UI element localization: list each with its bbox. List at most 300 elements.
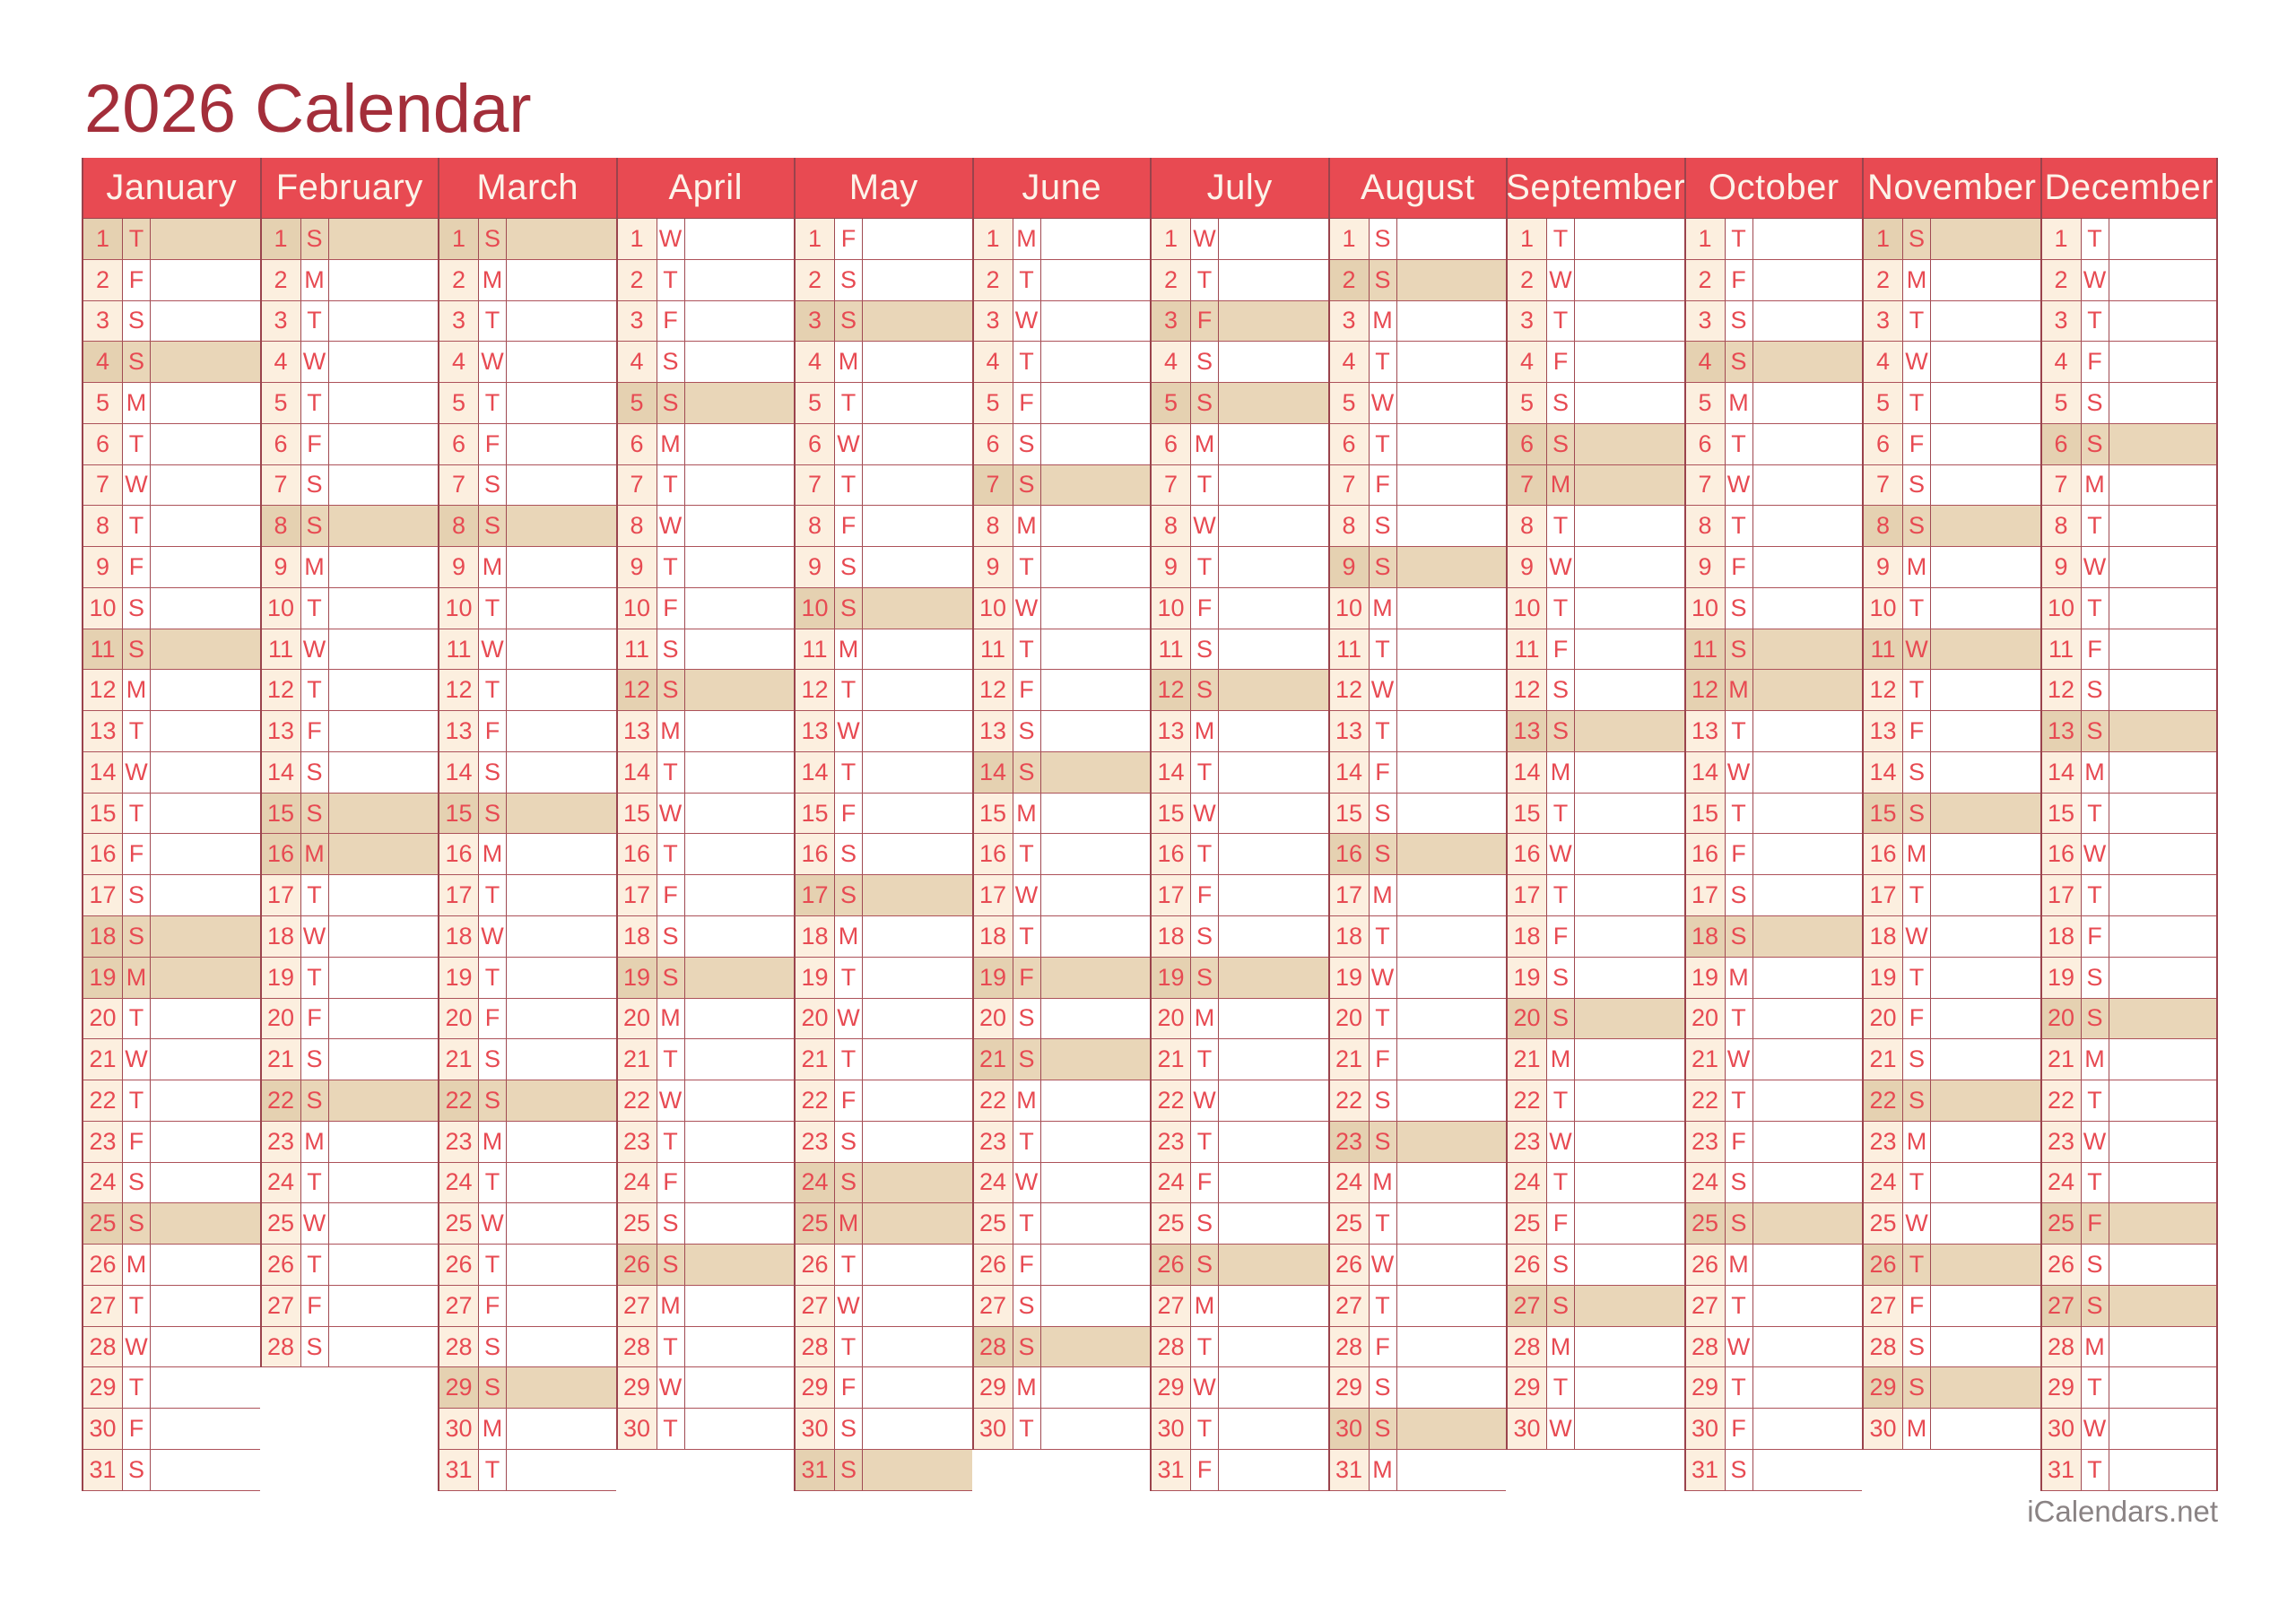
day-row: [1508, 670, 1684, 711]
day-note: [863, 506, 972, 546]
day-number: 26: [1330, 1245, 1370, 1285]
day-row: [974, 260, 1151, 301]
day-row: [1330, 1163, 1507, 1204]
day-number: 14: [1864, 752, 1903, 793]
day-number: 27: [974, 1286, 1013, 1326]
day-row: [1686, 958, 1863, 999]
day-note: [1753, 1327, 1863, 1367]
day-letter: T: [301, 1163, 329, 1203]
day-letter: S: [835, 588, 863, 629]
day-note: [863, 1327, 972, 1367]
day-number: 4: [1686, 342, 1726, 382]
day-number: 18: [1330, 916, 1370, 957]
day-number: 18: [618, 916, 657, 957]
day-row: [1686, 1286, 1863, 1327]
day-row: [83, 1286, 260, 1327]
day-letter: F: [1726, 834, 1753, 874]
day-number: 23: [1152, 1122, 1191, 1162]
day-row: [618, 999, 795, 1040]
day-row: [1508, 1039, 1684, 1080]
day-row: [796, 958, 972, 999]
day-number: 30: [974, 1409, 1013, 1449]
day-number: 14: [439, 752, 479, 793]
day-letter: T: [123, 219, 151, 259]
day-row: [974, 1367, 1151, 1409]
day-number: 25: [1508, 1203, 1547, 1244]
day-number: 20: [1864, 999, 1903, 1039]
day-note: [1575, 711, 1684, 751]
day-letter: W: [1013, 301, 1041, 342]
day-note: [1219, 588, 1328, 629]
day-note: [685, 424, 795, 464]
day-letter: F: [123, 1122, 151, 1162]
day-number: 5: [618, 383, 657, 423]
day-number: 1: [974, 219, 1013, 259]
day-note: [1931, 1327, 2040, 1367]
day-note: [1931, 794, 2040, 834]
day-letter: M: [301, 547, 329, 587]
day-number: 24: [1330, 1163, 1370, 1203]
day-note: [507, 1203, 616, 1244]
day-letter: S: [1370, 547, 1397, 587]
day-row: [83, 1080, 260, 1122]
day-number: 1: [262, 219, 301, 259]
day-note: [151, 1245, 260, 1285]
day-letter: S: [1726, 629, 1753, 670]
day-number: 10: [83, 588, 123, 629]
day-note: [151, 670, 260, 710]
day-row: [618, 958, 795, 999]
day-letter: F: [301, 424, 329, 464]
day-note: [1575, 301, 1684, 342]
day-number: 14: [2042, 752, 2082, 793]
day-row: [2042, 424, 2217, 465]
day-row: [618, 301, 795, 343]
day-row: [1864, 834, 2040, 875]
day-note: [1753, 1163, 1863, 1203]
day-note: [1753, 506, 1863, 546]
day-note: [1575, 875, 1684, 915]
day-row: [83, 588, 260, 629]
day-note: [1397, 834, 1507, 874]
day-note: [151, 711, 260, 751]
day-row: [1686, 301, 1863, 343]
day-note: [1931, 958, 2040, 998]
day-letter: S: [2082, 383, 2109, 423]
day-letter: S: [123, 1450, 151, 1490]
day-note: [329, 670, 439, 710]
day-number: 9: [1152, 547, 1191, 587]
day-row: [1686, 1080, 1863, 1122]
day-letter: F: [1013, 670, 1041, 710]
day-row: [1686, 588, 1863, 629]
day-number: 12: [1508, 670, 1547, 710]
day-note: [1219, 999, 1328, 1039]
day-note: [685, 301, 795, 342]
day-letter: T: [1726, 506, 1753, 546]
day-letter: M: [2082, 1327, 2109, 1367]
day-note: [1041, 1203, 1151, 1244]
day-number: 12: [1686, 670, 1726, 710]
day-note: [685, 342, 795, 382]
month-column-august: [1328, 158, 1507, 1491]
day-row: [1508, 1286, 1684, 1327]
day-note: [863, 1080, 972, 1121]
day-number: 25: [83, 1203, 123, 1244]
day-number: 9: [439, 547, 479, 587]
day-note: [329, 506, 439, 546]
day-letter: S: [479, 1080, 507, 1121]
day-number: 16: [1508, 834, 1547, 874]
month-header: August: [1330, 158, 1507, 219]
day-note: [1753, 1286, 1863, 1326]
day-row: [1152, 1409, 1328, 1450]
day-letter: T: [1013, 629, 1041, 670]
day-letter: M: [835, 1203, 863, 1244]
day-note: [151, 506, 260, 546]
day-letter: S: [835, 1122, 863, 1162]
day-letter: S: [1013, 711, 1041, 751]
day-row: [618, 1080, 795, 1122]
day-number: 7: [262, 465, 301, 506]
day-number: 31: [1152, 1450, 1191, 1490]
day-letter: S: [123, 916, 151, 957]
day-number: 19: [439, 958, 479, 998]
day-letter: F: [301, 711, 329, 751]
day-note: [1575, 834, 1684, 874]
day-number: 5: [439, 383, 479, 423]
day-letter: S: [657, 342, 685, 382]
day-note: [1397, 1286, 1507, 1326]
day-number: 28: [974, 1327, 1013, 1367]
day-number: 22: [1330, 1080, 1370, 1121]
day-number: 26: [796, 1245, 835, 1285]
day-row: [1508, 1245, 1684, 1286]
day-number: 27: [1152, 1286, 1191, 1326]
day-note: [1931, 506, 2040, 546]
day-number: 19: [1508, 958, 1547, 998]
day-row: [1508, 1203, 1684, 1245]
day-number: 21: [1330, 1039, 1370, 1080]
day-number: 10: [1152, 588, 1191, 629]
day-note: [1931, 752, 2040, 793]
day-number: 24: [2042, 1163, 2082, 1203]
day-row: [1330, 794, 1507, 835]
day-note: [151, 1409, 260, 1449]
day-note: [1931, 342, 2040, 382]
day-letter: T: [1013, 1409, 1041, 1449]
day-number: 31: [1330, 1450, 1370, 1490]
day-letter: S: [479, 1039, 507, 1080]
day-letter: F: [835, 1367, 863, 1408]
day-letter: W: [657, 506, 685, 546]
day-letter: T: [2082, 1163, 2109, 1203]
day-row: [2042, 1327, 2217, 1368]
day-number: 23: [1508, 1122, 1547, 1162]
day-row: [796, 834, 972, 875]
day-note: [863, 1450, 972, 1490]
day-row: [439, 711, 616, 752]
day-row: [974, 752, 1151, 794]
day-letter: M: [2082, 752, 2109, 793]
day-note: [685, 1080, 795, 1121]
day-letter: S: [1191, 958, 1219, 998]
day-letter: S: [1370, 506, 1397, 546]
day-note: [1397, 1163, 1507, 1203]
day-row: [974, 834, 1151, 875]
day-row: [262, 999, 439, 1040]
day-note: [863, 1203, 972, 1244]
day-row: [1686, 875, 1863, 916]
day-note: [151, 1367, 260, 1408]
day-letter: F: [1191, 875, 1219, 915]
day-note: [1041, 1409, 1151, 1449]
day-number: 7: [974, 465, 1013, 506]
day-number: 28: [796, 1327, 835, 1367]
day-letter: M: [1013, 794, 1041, 834]
day-letter: M: [1726, 1245, 1753, 1285]
day-note: [863, 424, 972, 464]
day-number: 9: [618, 547, 657, 587]
day-number: 28: [1864, 1327, 1903, 1367]
day-note: [329, 588, 439, 629]
page-title: 2026 Calendar: [84, 71, 532, 147]
day-number: 30: [439, 1409, 479, 1449]
day-row: [83, 1203, 260, 1245]
day-row: [1864, 1327, 2040, 1368]
day-note: [329, 465, 439, 506]
day-letter: M: [657, 999, 685, 1039]
day-note: [1397, 1409, 1507, 1449]
day-letter: M: [123, 383, 151, 423]
day-row: [796, 1122, 972, 1163]
day-letter: T: [1903, 875, 1931, 915]
day-row: [1508, 342, 1684, 383]
day-note: [1931, 1286, 2040, 1326]
day-letter: F: [123, 547, 151, 587]
day-row: [618, 1327, 795, 1368]
day-letter: S: [301, 752, 329, 793]
day-row: [1152, 1286, 1328, 1327]
day-row: [974, 424, 1151, 465]
day-note: [685, 1367, 795, 1408]
day-note: [2109, 547, 2217, 587]
day-number: 14: [262, 752, 301, 793]
day-row: [796, 875, 972, 916]
day-note: [1397, 1450, 1507, 1490]
day-letter: S: [835, 260, 863, 300]
day-letter: M: [1903, 547, 1931, 587]
day-note: [1041, 588, 1151, 629]
day-row: [618, 547, 795, 588]
day-letter: F: [1013, 383, 1041, 423]
day-letter: T: [479, 958, 507, 998]
day-letter: W: [657, 1080, 685, 1121]
day-row: [439, 629, 616, 671]
day-letter: S: [1903, 1039, 1931, 1080]
day-note: [2109, 1327, 2217, 1367]
day-letter: T: [123, 711, 151, 751]
day-note: [1397, 1327, 1507, 1367]
day-number: 25: [974, 1203, 1013, 1244]
day-letter: T: [1903, 670, 1931, 710]
day-note: [1219, 916, 1328, 957]
day-note: [863, 1409, 972, 1449]
day-number: 18: [1508, 916, 1547, 957]
day-letter: S: [2082, 999, 2109, 1039]
day-letter: S: [1547, 670, 1575, 710]
day-row: [83, 342, 260, 383]
day-number: 16: [262, 834, 301, 874]
day-number: 6: [439, 424, 479, 464]
day-number: 6: [1864, 424, 1903, 464]
day-number: 7: [796, 465, 835, 506]
day-row: [83, 506, 260, 547]
day-row: [1864, 1245, 2040, 1286]
day-number: 22: [796, 1080, 835, 1121]
day-note: [2109, 465, 2217, 506]
day-letter: T: [1726, 999, 1753, 1039]
day-letter: M: [1547, 1327, 1575, 1367]
day-letter: S: [1726, 1203, 1753, 1244]
day-letter: F: [657, 1163, 685, 1203]
day-note: [1575, 794, 1684, 834]
day-letter: T: [1191, 752, 1219, 793]
day-row: [1864, 670, 2040, 711]
day-number: 30: [83, 1409, 123, 1449]
day-note: [507, 219, 616, 259]
day-letter: S: [1547, 383, 1575, 423]
day-row: [2042, 794, 2217, 835]
day-number: 23: [83, 1122, 123, 1162]
day-row: [618, 588, 795, 629]
day-row: [2042, 1286, 2217, 1327]
day-note: [1575, 588, 1684, 629]
day-letter: F: [2082, 342, 2109, 382]
day-note: [1397, 342, 1507, 382]
day-row: [796, 1409, 972, 1450]
day-number: 22: [1508, 1080, 1547, 1121]
day-note: [507, 1450, 616, 1490]
day-note: [507, 752, 616, 793]
day-number: 6: [1508, 424, 1547, 464]
day-letter: F: [657, 875, 685, 915]
day-row: [439, 465, 616, 507]
day-letter: S: [123, 588, 151, 629]
day-letter: F: [1903, 999, 1931, 1039]
day-row: [1686, 916, 1863, 958]
day-number: 21: [83, 1039, 123, 1080]
day-note: [2109, 1286, 2217, 1326]
day-letter: S: [479, 1327, 507, 1367]
day-number: 8: [1508, 506, 1547, 546]
day-number: 4: [1864, 342, 1903, 382]
day-letter: S: [657, 916, 685, 957]
day-note: [2109, 1409, 2217, 1449]
day-note: [1041, 711, 1151, 751]
day-number: 15: [262, 794, 301, 834]
day-number: 12: [1330, 670, 1370, 710]
day-letter: W: [1013, 875, 1041, 915]
day-row: [83, 301, 260, 343]
day-note: [329, 999, 439, 1039]
day-row: [2042, 875, 2217, 916]
day-number: 10: [1508, 588, 1547, 629]
day-letter: T: [301, 588, 329, 629]
day-letter: T: [1547, 219, 1575, 259]
day-row: [1330, 424, 1507, 465]
day-note: [1753, 1245, 1863, 1285]
day-letter: T: [657, 465, 685, 506]
day-number: 12: [796, 670, 835, 710]
month-column-june: [972, 158, 1151, 1450]
day-number: 30: [1152, 1409, 1191, 1449]
day-note: [329, 301, 439, 342]
day-number: 9: [262, 547, 301, 587]
day-note: [685, 1409, 795, 1449]
day-letter: T: [123, 794, 151, 834]
day-letter: W: [1547, 1122, 1575, 1162]
day-letter: M: [1547, 752, 1575, 793]
day-letter: S: [479, 465, 507, 506]
day-letter: T: [301, 383, 329, 423]
day-row: [618, 1163, 795, 1204]
day-note: [2109, 1203, 2217, 1244]
day-note: [685, 999, 795, 1039]
day-letter: F: [1191, 1163, 1219, 1203]
day-row: [439, 1286, 616, 1327]
day-number: 27: [1508, 1286, 1547, 1326]
day-number: 2: [974, 260, 1013, 300]
day-row: [2042, 1163, 2217, 1204]
day-letter: W: [1726, 1327, 1753, 1367]
month-header: April: [618, 158, 795, 219]
day-row: [1152, 342, 1328, 383]
day-number: 11: [1864, 629, 1903, 670]
day-note: [151, 301, 260, 342]
day-number: 25: [262, 1203, 301, 1244]
day-row: [439, 547, 616, 588]
month-header: May: [796, 158, 972, 219]
day-number: 21: [796, 1039, 835, 1080]
day-row: [439, 1450, 616, 1491]
day-row: [1508, 506, 1684, 547]
day-letter: F: [1191, 301, 1219, 342]
day-number: 11: [974, 629, 1013, 670]
month-header: March: [439, 158, 616, 219]
day-note: [151, 875, 260, 915]
day-note: [2109, 383, 2217, 423]
day-number: 20: [796, 999, 835, 1039]
day-number: 10: [974, 588, 1013, 629]
day-number: 8: [974, 506, 1013, 546]
day-number: 26: [83, 1245, 123, 1285]
month-column-may: [794, 158, 972, 1491]
day-letter: T: [1370, 342, 1397, 382]
day-row: [2042, 752, 2217, 794]
day-note: [1575, 1080, 1684, 1121]
day-row: [1508, 711, 1684, 752]
day-number: 17: [262, 875, 301, 915]
day-number: 22: [2042, 1080, 2082, 1121]
day-number: 10: [262, 588, 301, 629]
day-number: 13: [1508, 711, 1547, 751]
day-letter: S: [123, 342, 151, 382]
day-row: [83, 1367, 260, 1409]
day-letter: S: [301, 465, 329, 506]
day-letter: M: [1547, 465, 1575, 506]
day-letter: M: [1013, 1367, 1041, 1408]
